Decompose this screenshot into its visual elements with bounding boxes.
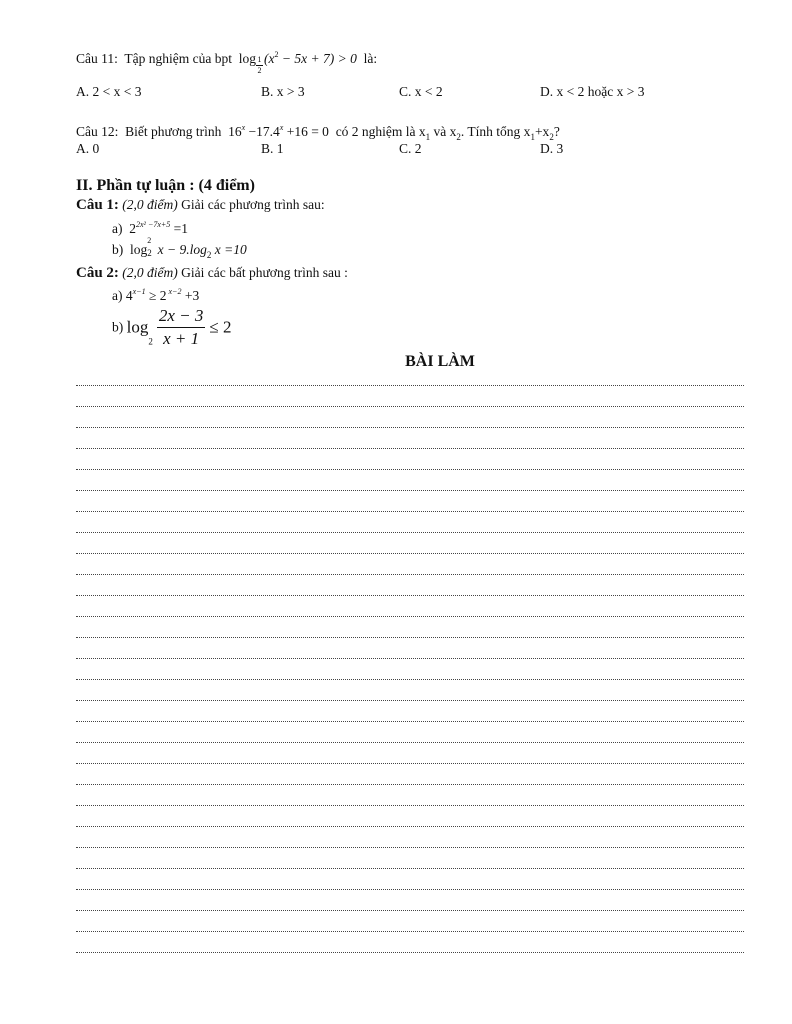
q12-option-a[interactable]: A. 0 bbox=[76, 141, 100, 156]
answer-line[interactable] bbox=[76, 385, 744, 386]
c2-b-log: log bbox=[126, 317, 149, 337]
answer-line[interactable] bbox=[76, 784, 744, 785]
q12-sub1: 1 bbox=[425, 132, 431, 142]
c2-b-numerator: 2x − 3 bbox=[158, 306, 204, 325]
answer-line[interactable] bbox=[76, 595, 744, 596]
q11-option-d[interactable]: D. x < 2 hoặc x > 3 bbox=[540, 84, 645, 99]
c2-b-sub: 2 bbox=[148, 336, 153, 347]
c2-b-denominator: x + 1 bbox=[157, 327, 206, 350]
answer-line[interactable] bbox=[76, 658, 744, 659]
c2-a-mid: ≥ 2 bbox=[145, 288, 167, 303]
answer-line[interactable] bbox=[76, 469, 744, 470]
q11-text: Tập nghiệm của bpt bbox=[124, 51, 232, 66]
answer-line[interactable] bbox=[76, 721, 744, 722]
q11-log: log bbox=[238, 51, 256, 66]
q12-eq-c: +16 = 0 bbox=[283, 124, 329, 139]
work-title: BÀI LÀM bbox=[405, 353, 475, 370]
c2-a-end: +3 bbox=[181, 288, 200, 303]
c1-instruction: Giải các phương trình sau: bbox=[181, 197, 325, 212]
c1-label: Câu 1: bbox=[76, 197, 119, 213]
answer-line[interactable] bbox=[76, 490, 744, 491]
c1-b-label: b) bbox=[112, 242, 124, 257]
answer-line[interactable] bbox=[76, 616, 744, 617]
q12-eq-a: 16 bbox=[228, 124, 242, 139]
q11-log-base bbox=[256, 56, 263, 75]
c2-points: (2,0 điểm) bbox=[122, 265, 178, 280]
q12-after-3: . Tính tổng x bbox=[460, 124, 531, 139]
question-12 bbox=[76, 123, 560, 142]
answer-line[interactable] bbox=[76, 553, 744, 554]
c1-points: (2,0 điểm) bbox=[122, 197, 178, 212]
answer-line[interactable] bbox=[76, 910, 744, 911]
q12-after-2: và x bbox=[430, 124, 457, 139]
q11-label: Câu 11: bbox=[76, 51, 118, 66]
c2-a-label: a) 4 bbox=[112, 288, 133, 303]
q12-sub2: 2 bbox=[456, 132, 461, 142]
c1-b-sub: 2 bbox=[147, 248, 152, 258]
answer-line[interactable] bbox=[76, 847, 744, 848]
answer-line[interactable] bbox=[76, 511, 744, 512]
q11-option-c[interactable]: C. x < 2 bbox=[399, 84, 443, 99]
answer-line[interactable] bbox=[76, 532, 744, 533]
q12-eq-b-exp: x bbox=[279, 123, 284, 132]
q12-label: Câu 12: bbox=[76, 124, 119, 139]
essay-question-2 bbox=[76, 265, 348, 282]
c1-a-exp: 2x² −7x+5 bbox=[136, 220, 171, 229]
q12-eq-b: −17.4 bbox=[245, 124, 280, 139]
q12-after-1: có 2 nghiệm là x bbox=[335, 124, 426, 139]
c1-part-b bbox=[112, 236, 247, 260]
c1-b-sub2: 2 bbox=[206, 250, 212, 260]
c1-b-end: x =10 bbox=[211, 242, 247, 257]
answer-line[interactable] bbox=[76, 742, 744, 743]
c2-b-fraction bbox=[157, 305, 206, 350]
answer-line[interactable] bbox=[76, 679, 744, 680]
c2-b-label: b) bbox=[112, 319, 124, 335]
part2-heading: II. Phần tự luận : (4 điểm) bbox=[76, 177, 255, 194]
answer-line[interactable] bbox=[76, 637, 744, 638]
essay-question-1 bbox=[76, 197, 325, 214]
q11-exp: 2 bbox=[274, 50, 279, 59]
answer-line[interactable] bbox=[76, 931, 744, 932]
answer-line[interactable] bbox=[76, 763, 744, 764]
c2-a-exp1: x−1 bbox=[132, 287, 146, 296]
q12-option-c[interactable]: C. 2 bbox=[399, 141, 422, 156]
answer-line[interactable] bbox=[76, 805, 744, 806]
answer-line[interactable] bbox=[76, 700, 744, 701]
c1-part-a bbox=[112, 220, 188, 237]
q12-text-before: Biết phương trình bbox=[125, 124, 222, 139]
c1-a-rhs: =1 bbox=[170, 221, 189, 236]
answer-line[interactable] bbox=[76, 448, 744, 449]
q11-base-den: 2 bbox=[257, 66, 262, 75]
q11-rest: − 5x + 7) > 0 bbox=[278, 51, 357, 66]
q12-option-d[interactable]: D. 3 bbox=[540, 141, 564, 156]
c2-part-b bbox=[112, 305, 231, 350]
q11-option-a[interactable]: A. 2 < x < 3 bbox=[76, 84, 142, 99]
c2-instruction: Giải các bất phương trình sau : bbox=[181, 265, 348, 280]
answer-line[interactable] bbox=[76, 574, 744, 575]
answer-line[interactable] bbox=[76, 868, 744, 869]
answer-line[interactable] bbox=[76, 406, 744, 407]
c2-part-a bbox=[112, 287, 199, 304]
answer-line[interactable] bbox=[76, 427, 744, 428]
question-11 bbox=[76, 50, 377, 75]
answer-line[interactable] bbox=[76, 826, 744, 827]
c2-a-exp2: x−2 bbox=[166, 287, 182, 296]
q12-option-b[interactable]: B. 1 bbox=[261, 141, 284, 156]
q11-arg: (x bbox=[264, 51, 275, 66]
c1-b-log1: log bbox=[130, 242, 148, 257]
q12-sub4: 2 bbox=[549, 132, 554, 142]
answer-line[interactable] bbox=[76, 889, 744, 890]
q11-suffix: là: bbox=[363, 51, 378, 66]
c2-b-rhs: ≤ 2 bbox=[209, 317, 232, 337]
q11-option-b[interactable]: B. x > 3 bbox=[261, 84, 305, 99]
answer-line[interactable] bbox=[76, 952, 744, 953]
q12-eq-a-exp: x bbox=[241, 123, 246, 132]
c1-b-mid: x − 9.log bbox=[154, 242, 207, 257]
q12-after-4: +x bbox=[534, 124, 550, 139]
c1-a-base: 2 bbox=[129, 221, 136, 236]
q11-base-num: 1 bbox=[257, 55, 262, 64]
q12-sub3: 1 bbox=[530, 132, 535, 142]
c1-a-label: a) bbox=[112, 221, 123, 236]
c1-b-sup: 2 bbox=[147, 236, 152, 245]
c2-label: Câu 2: bbox=[76, 265, 119, 281]
q12-after-5: ? bbox=[553, 124, 560, 139]
